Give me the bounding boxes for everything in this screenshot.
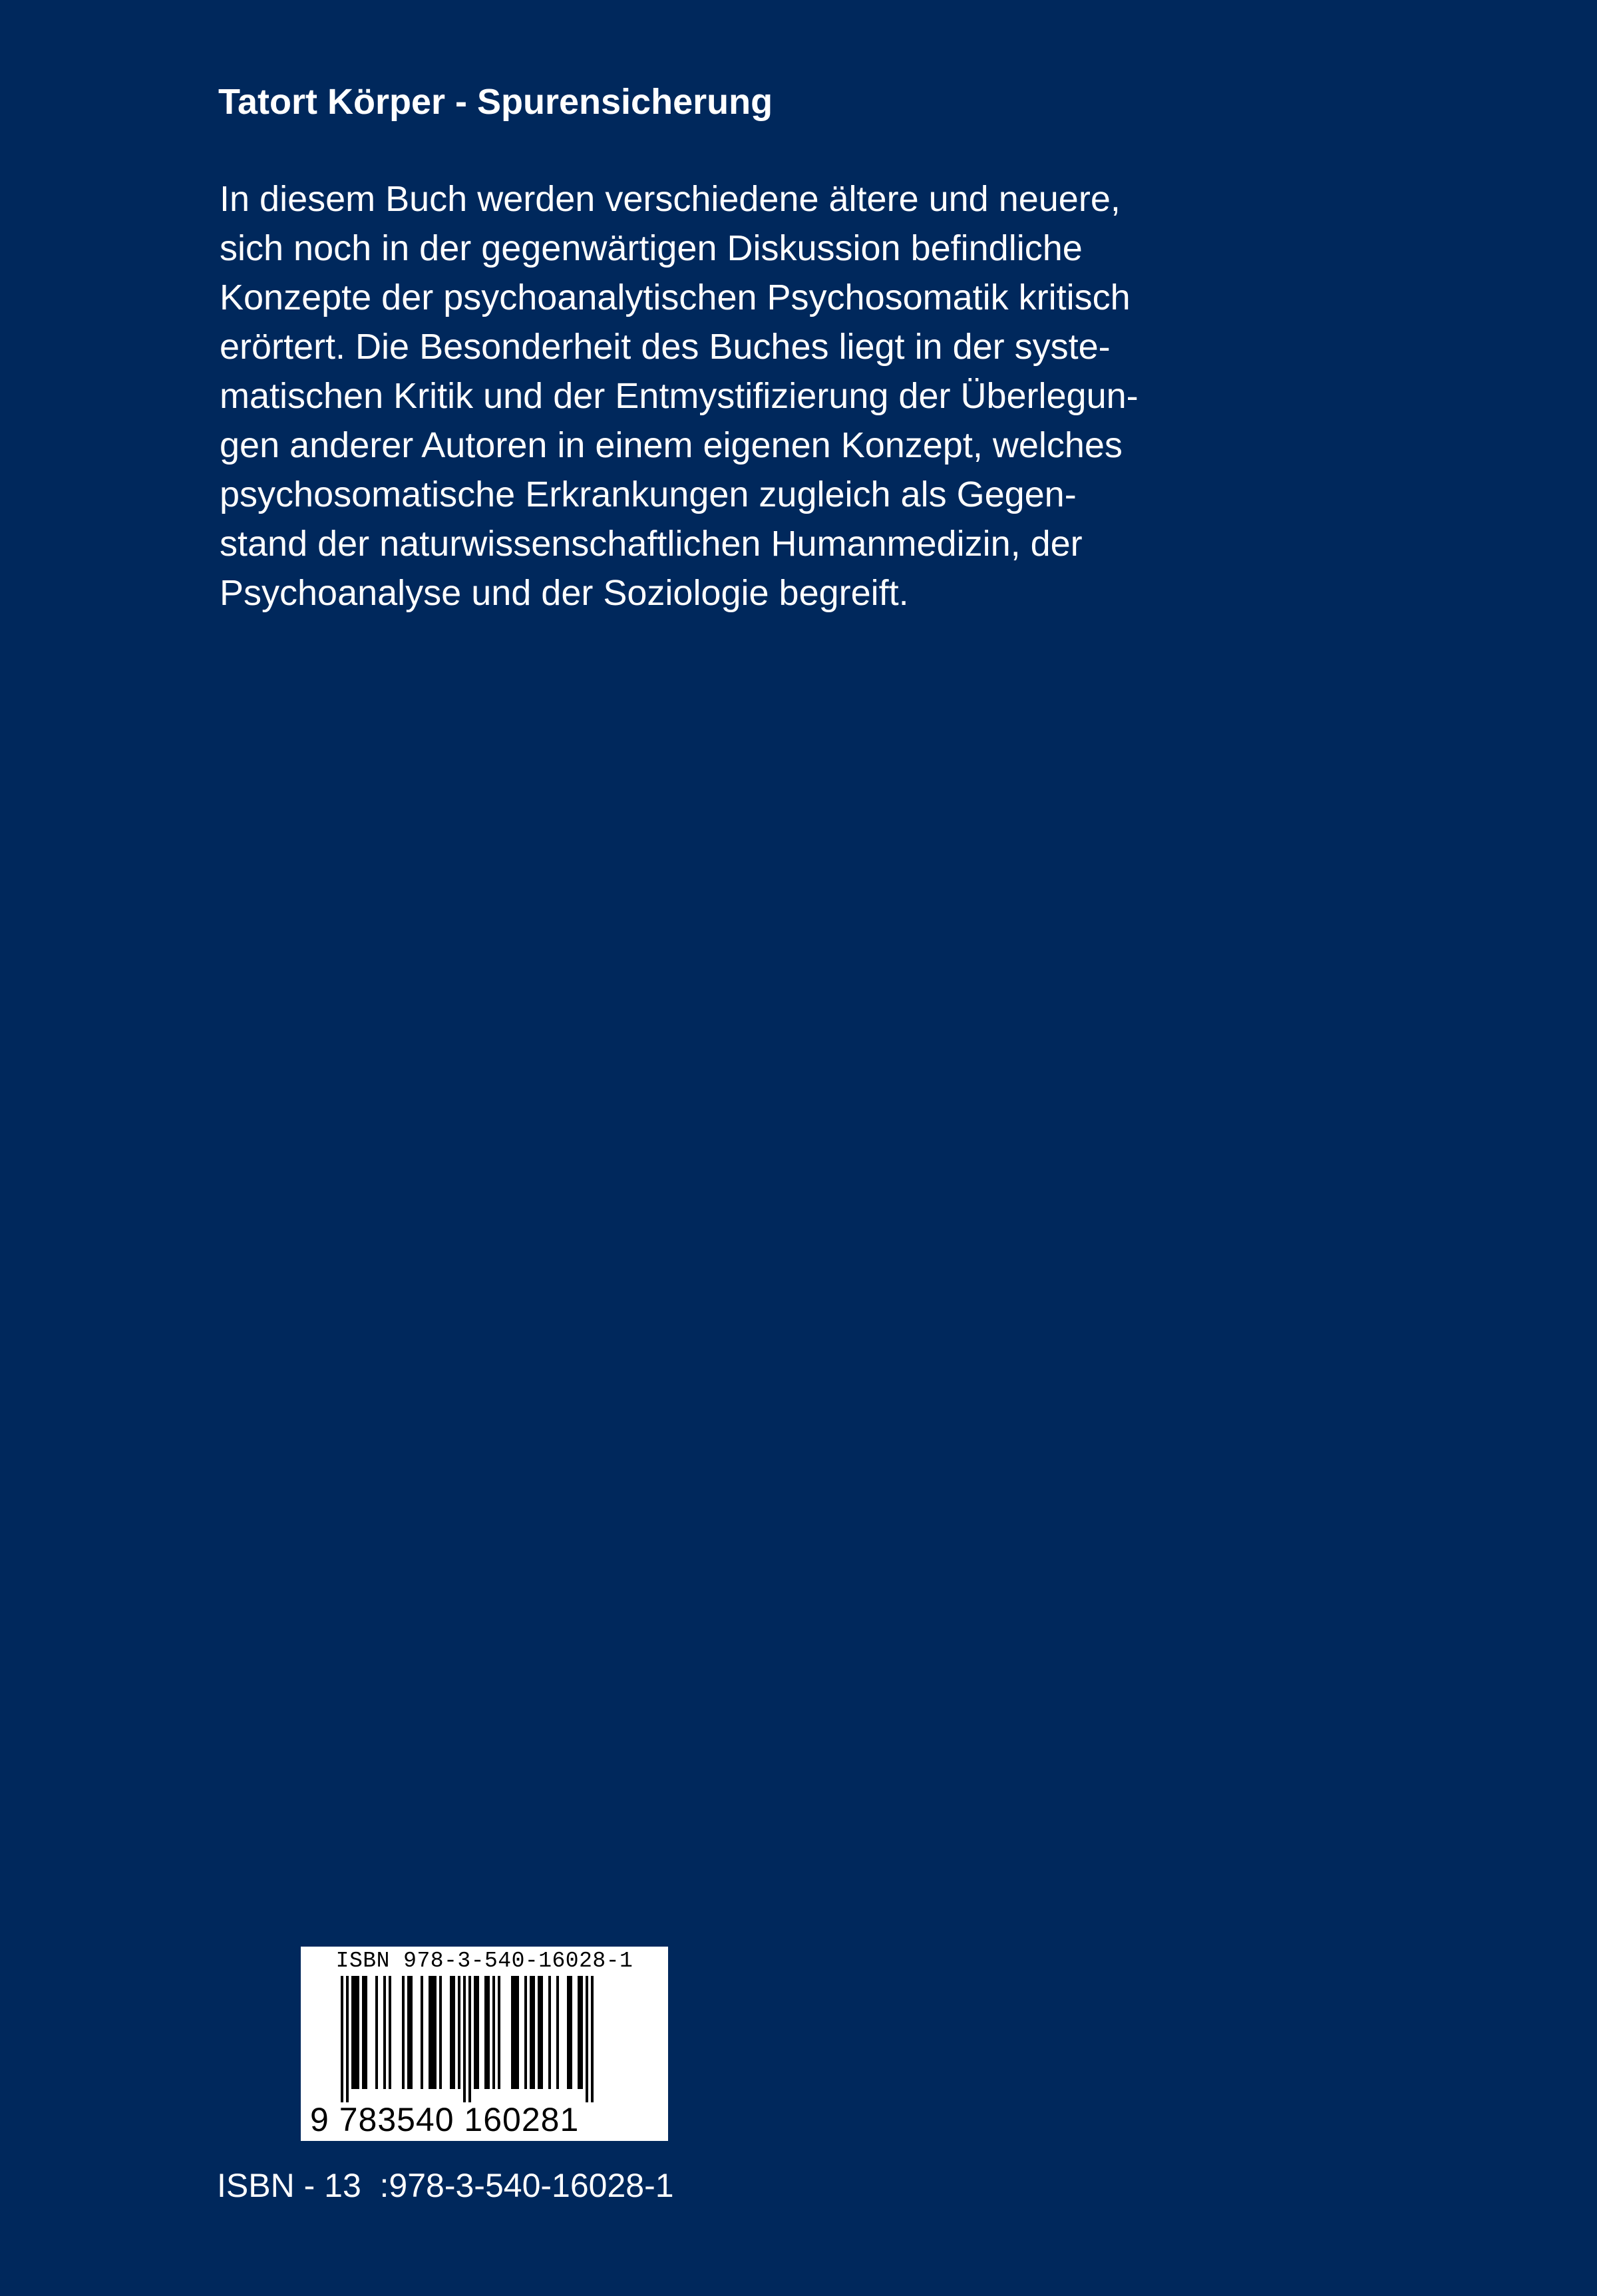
- barcode-isbn-label: ISBN 978-3-540-16028-1: [335, 1949, 633, 1973]
- barcode-bar: [434, 1976, 437, 2089]
- barcode-bar: [540, 1976, 543, 2089]
- barcode-bar: [362, 1976, 365, 2089]
- barcode-bar: [532, 1976, 535, 2089]
- barcode-bar: [407, 1976, 410, 2089]
- barcode-guard-bar: [586, 1976, 588, 2102]
- barcode-bar: [524, 1976, 527, 2089]
- isbn-barcode: [301, 1947, 668, 2141]
- barcode-bar: [365, 1976, 367, 2089]
- barcode-bar: [375, 1976, 378, 2089]
- barcode-bar: [484, 1976, 487, 2089]
- barcode-bar: [421, 1976, 423, 2089]
- description-line: psychosomatische Erkrankungen zugleich als Gegen-: [220, 475, 1077, 514]
- barcode-guard-bar: [346, 1976, 349, 2102]
- barcode-guard-bar: [463, 1976, 466, 2102]
- barcode-bar: [567, 1976, 570, 2089]
- barcode-bar: [530, 1976, 532, 2089]
- barcode-guard-bar: [591, 1976, 594, 2102]
- barcode-bar: [516, 1976, 519, 2089]
- barcode-bar: [452, 1976, 455, 2089]
- barcode-bar: [474, 1976, 476, 2089]
- isbn-13-line: ISBN - 13 :978-3-540-16028-1: [217, 2167, 674, 2204]
- barcode-bars: [301, 1976, 668, 2102]
- barcode-guard-bar: [468, 1976, 471, 2102]
- description-line: Psychoanalyse und der Soziologie begreift.: [220, 573, 909, 613]
- barcode-bar: [383, 1976, 386, 2089]
- barcode-bar: [487, 1976, 490, 2089]
- barcode-bar: [351, 1976, 354, 2089]
- barcode-bar: [354, 1976, 357, 2089]
- barcode-bar: [514, 1976, 516, 2089]
- barcode-bar: [498, 1976, 500, 2089]
- barcode-bar: [570, 1976, 572, 2089]
- barcode-bar: [458, 1976, 460, 2089]
- barcode-bar: [429, 1976, 431, 2089]
- description-line: sich noch in der gegenwärtigen Diskussion befindliche: [220, 228, 1083, 268]
- barcode-bar: [402, 1976, 405, 2089]
- barcode-digits: 9 783540 160281: [310, 2101, 580, 2138]
- description-line: matischen Kritik und der Entmystifizierung der Überlegun-: [220, 376, 1139, 416]
- description-line: Konzepte der psychoanalytischen Psychosomatik kritisch: [220, 278, 1131, 317]
- description-line: erörtert. Die Besonderheit des Buches liegt in der syste-: [220, 327, 1111, 367]
- barcode-bar: [580, 1976, 583, 2089]
- barcode-bar: [439, 1976, 442, 2089]
- barcode-bar: [431, 1976, 434, 2089]
- book-title: Tatort Körper - Spurensicherung: [218, 82, 773, 122]
- book-description: [220, 174, 1284, 618]
- barcode-bar: [389, 1976, 391, 2089]
- barcode-bar: [450, 1976, 452, 2089]
- description-line: In diesem Buch werden verschiedene ältere und neuere,: [220, 179, 1121, 219]
- barcode-bar: [492, 1976, 495, 2089]
- barcode-bar: [538, 1976, 540, 2089]
- barcode-guard-bar: [341, 1976, 343, 2102]
- barcode-bar: [556, 1976, 559, 2089]
- barcode-bar: [548, 1976, 551, 2089]
- description-line: stand der naturwissenschaftlichen Humanmedizin, der: [220, 524, 1083, 564]
- barcode-bar: [357, 1976, 359, 2089]
- barcode-bar: [476, 1976, 479, 2089]
- description-line: gen anderer Autoren in einem eigenen Konzept, welches: [220, 425, 1123, 465]
- barcode-bar: [410, 1976, 413, 2089]
- barcode-bar: [578, 1976, 580, 2089]
- barcode-bar: [511, 1976, 514, 2089]
